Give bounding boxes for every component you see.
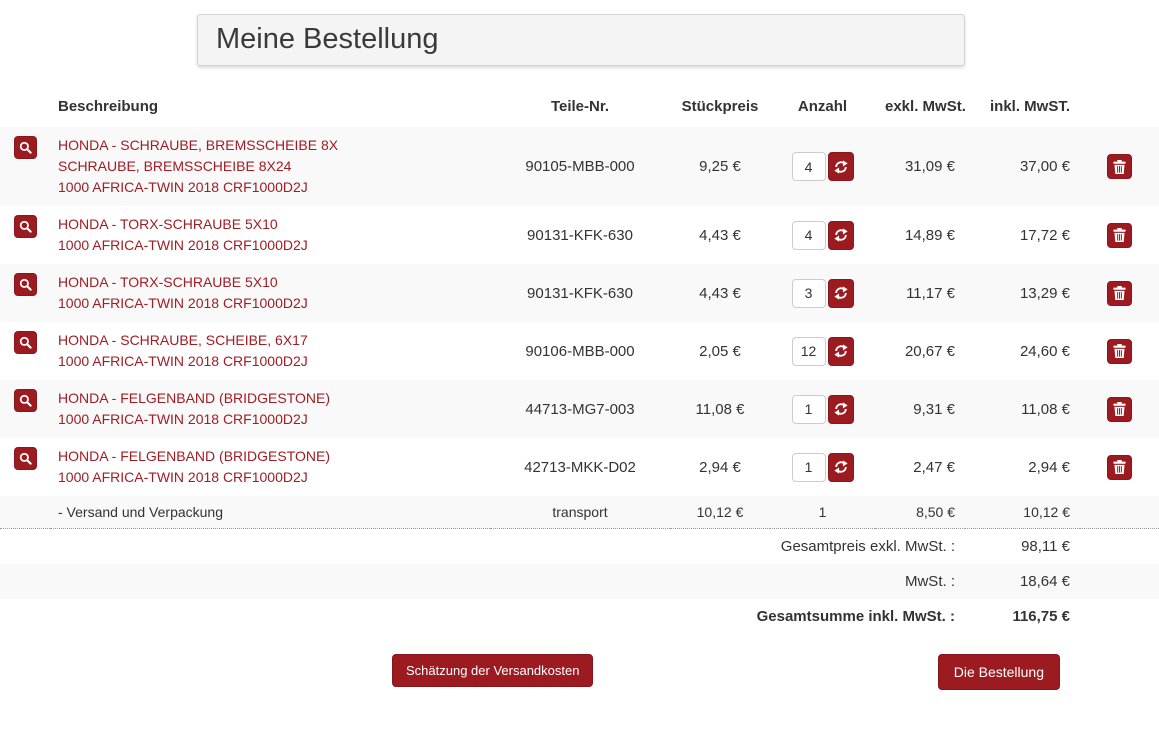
quantity-input[interactable]	[792, 279, 826, 308]
update-quantity-button[interactable]	[828, 337, 854, 366]
refresh-icon	[834, 460, 848, 474]
column-header-part-number: Teile-Nr.	[550, 98, 610, 115]
refresh-icon	[834, 228, 848, 242]
product-description-link[interactable]	[58, 272, 480, 314]
column-header-icon	[0, 88, 50, 127]
remove-item-button[interactable]	[1107, 397, 1132, 422]
unit-price-cell: 4,43 €	[699, 284, 741, 302]
table-row	[0, 264, 1159, 322]
product-description-link[interactable]	[58, 214, 480, 256]
column-header-description: Beschreibung	[58, 98, 159, 115]
product-name-line: HONDA - TORX-SCHRAUBE 5X10	[58, 274, 278, 290]
transport-description: - Versand und Verpackung	[0, 496, 490, 529]
quantity-input[interactable]	[792, 337, 826, 366]
view-item-button[interactable]	[14, 447, 37, 470]
quantity-input[interactable]	[792, 453, 826, 482]
unit-price-cell: 4,43 €	[699, 226, 741, 244]
product-vehicle-line: 1000 AFRICA-TWIN 2018 CRF1000D2J	[58, 295, 308, 311]
unit-price-cell: 11,08 €	[695, 400, 745, 418]
grand-total-value: 116,75 €	[1012, 608, 1070, 625]
trash-icon	[1113, 286, 1126, 300]
product-description-link[interactable]	[58, 388, 480, 430]
price-excl-vat-cell: 11,17 €	[906, 284, 955, 302]
table-row	[0, 322, 1159, 380]
price-excl-vat-cell: 2,47 €	[913, 458, 955, 476]
view-item-button[interactable]	[14, 215, 37, 238]
part-number-cell: 90105-MBB-000	[525, 158, 635, 175]
refresh-icon	[834, 344, 848, 358]
quantity-input[interactable]	[792, 221, 826, 250]
product-vehicle-line: 1000 AFRICA-TWIN 2018 CRF1000D2J	[58, 179, 308, 195]
price-incl-vat-cell: 2,94 €	[1028, 458, 1070, 476]
search-icon	[19, 452, 32, 465]
subtotal-label: Gesamtpreis exkl. MwSt. :	[780, 538, 955, 555]
remove-item-button[interactable]	[1107, 339, 1132, 364]
grand-total-label: Gesamtsumme inkl. MwSt. :	[756, 608, 955, 625]
quantity-input[interactable]	[792, 152, 826, 181]
search-icon	[19, 278, 32, 291]
refresh-icon	[834, 286, 848, 300]
product-description-link[interactable]	[58, 330, 480, 372]
unit-price-cell: 9,25 €	[699, 158, 741, 175]
price-incl-vat-cell: 17,72 €	[1019, 226, 1070, 244]
trash-icon	[1113, 402, 1126, 416]
place-order-button[interactable]: Die Bestellung	[938, 654, 1060, 690]
update-quantity-button[interactable]	[828, 395, 854, 424]
table-row	[0, 438, 1159, 496]
update-quantity-button[interactable]	[828, 221, 854, 250]
table-header-row	[0, 88, 1159, 127]
remove-item-button[interactable]	[1107, 455, 1132, 480]
view-item-button[interactable]	[14, 331, 37, 354]
update-quantity-button[interactable]	[828, 453, 854, 482]
product-name-line: HONDA - SCHRAUBE, BREMSSCHEIBE 8X	[58, 137, 339, 153]
column-header-excl-vat: exkl. MwSt.	[885, 98, 966, 115]
part-number-cell: transport	[490, 496, 670, 529]
product-description-link[interactable]	[58, 446, 480, 488]
price-excl-vat-cell: 20,67 €	[904, 342, 955, 360]
trash-icon	[1113, 460, 1126, 474]
part-number-cell: 90131-KFK-630	[527, 226, 633, 244]
remove-item-button[interactable]	[1107, 223, 1132, 248]
trash-icon	[1113, 228, 1126, 242]
update-quantity-button[interactable]	[828, 279, 854, 308]
price-incl-vat-cell: 13,29 €	[1019, 284, 1070, 302]
price-excl-vat-cell: 9,31 €	[913, 400, 955, 418]
search-icon	[19, 141, 32, 154]
trash-icon	[1113, 160, 1126, 174]
product-name-line: HONDA - TORX-SCHRAUBE 5X10	[58, 216, 278, 232]
view-item-button[interactable]	[14, 389, 37, 412]
product-vehicle-line: 1000 AFRICA-TWIN 2018 CRF1000D2J	[58, 353, 308, 369]
table-row	[0, 127, 1159, 206]
subtotal-row	[0, 529, 1159, 565]
view-item-button[interactable]	[14, 273, 37, 296]
vat-label: MwSt. :	[904, 573, 955, 590]
product-name-line: HONDA - FELGENBAND (BRIDGESTONE)	[58, 448, 331, 464]
order-table	[0, 88, 1159, 634]
part-number-cell: 90131-KFK-630	[527, 284, 633, 302]
column-header-quantity: Anzahl	[797, 98, 848, 115]
product-name-line: HONDA - FELGENBAND (BRIDGESTONE)	[58, 390, 331, 406]
price-incl-vat-cell: 11,08 €	[1021, 400, 1070, 418]
column-header-unit-price: Stückpreis	[681, 98, 759, 115]
estimate-shipping-button[interactable]: Schätzung der Versandkosten	[392, 654, 593, 687]
search-icon	[19, 394, 32, 407]
view-item-button[interactable]	[14, 136, 37, 159]
price-excl-vat-cell: 14,89 €	[904, 226, 955, 244]
product-vehicle-line: 1000 AFRICA-TWIN 2018 CRF1000D2J	[58, 411, 308, 427]
page-title	[197, 14, 965, 66]
part-number-cell: 44713-MG7-003	[525, 400, 635, 418]
remove-item-button[interactable]	[1107, 154, 1132, 179]
trash-icon	[1113, 344, 1126, 358]
table-row	[0, 380, 1159, 438]
price-incl-vat-cell: 37,00 €	[1019, 158, 1070, 175]
product-name-line: SCHRAUBE, BREMSSCHEIBE 8X24	[58, 158, 292, 174]
column-header-incl-vat: inkl. MwST.	[989, 98, 1070, 115]
part-number-cell: 90106-MBB-000	[525, 342, 635, 360]
page-title-text: Meine Bestellung	[216, 23, 439, 55]
table-row	[0, 206, 1159, 264]
price-incl-vat-cell: 24,60 €	[1019, 342, 1070, 360]
update-quantity-button[interactable]	[828, 152, 854, 181]
product-vehicle-line: 1000 AFRICA-TWIN 2018 CRF1000D2J	[58, 237, 308, 253]
grand-total-row	[0, 599, 1159, 634]
unit-price-cell: 10,12 €	[670, 496, 770, 529]
vat-row	[0, 564, 1159, 599]
quantity-cell: 1	[770, 496, 875, 529]
unit-price-cell: 2,94 €	[699, 458, 741, 476]
vat-value: 18,64 €	[1019, 573, 1070, 590]
remove-item-button[interactable]	[1107, 281, 1132, 306]
subtotal-value: 98,11 €	[1021, 538, 1070, 555]
price-excl-vat-cell: 31,09 €	[904, 158, 955, 175]
search-icon	[19, 336, 32, 349]
product-description-link[interactable]	[58, 135, 480, 198]
column-header-remove	[1080, 88, 1159, 127]
transport-row	[0, 496, 1159, 529]
quantity-input[interactable]	[792, 395, 826, 424]
price-incl-vat-cell: 10,12 €	[965, 496, 1080, 529]
price-excl-vat-cell: 8,50 €	[875, 496, 965, 529]
refresh-icon	[834, 160, 848, 174]
search-icon	[19, 220, 32, 233]
part-number-cell: 42713-MKK-D02	[524, 458, 636, 476]
unit-price-cell: 2,05 €	[699, 342, 741, 360]
product-name-line: HONDA - SCHRAUBE, SCHEIBE, 6X17	[58, 332, 308, 348]
product-vehicle-line: 1000 AFRICA-TWIN 2018 CRF1000D2J	[58, 469, 308, 485]
actions-bar	[0, 634, 1159, 690]
refresh-icon	[834, 402, 848, 416]
